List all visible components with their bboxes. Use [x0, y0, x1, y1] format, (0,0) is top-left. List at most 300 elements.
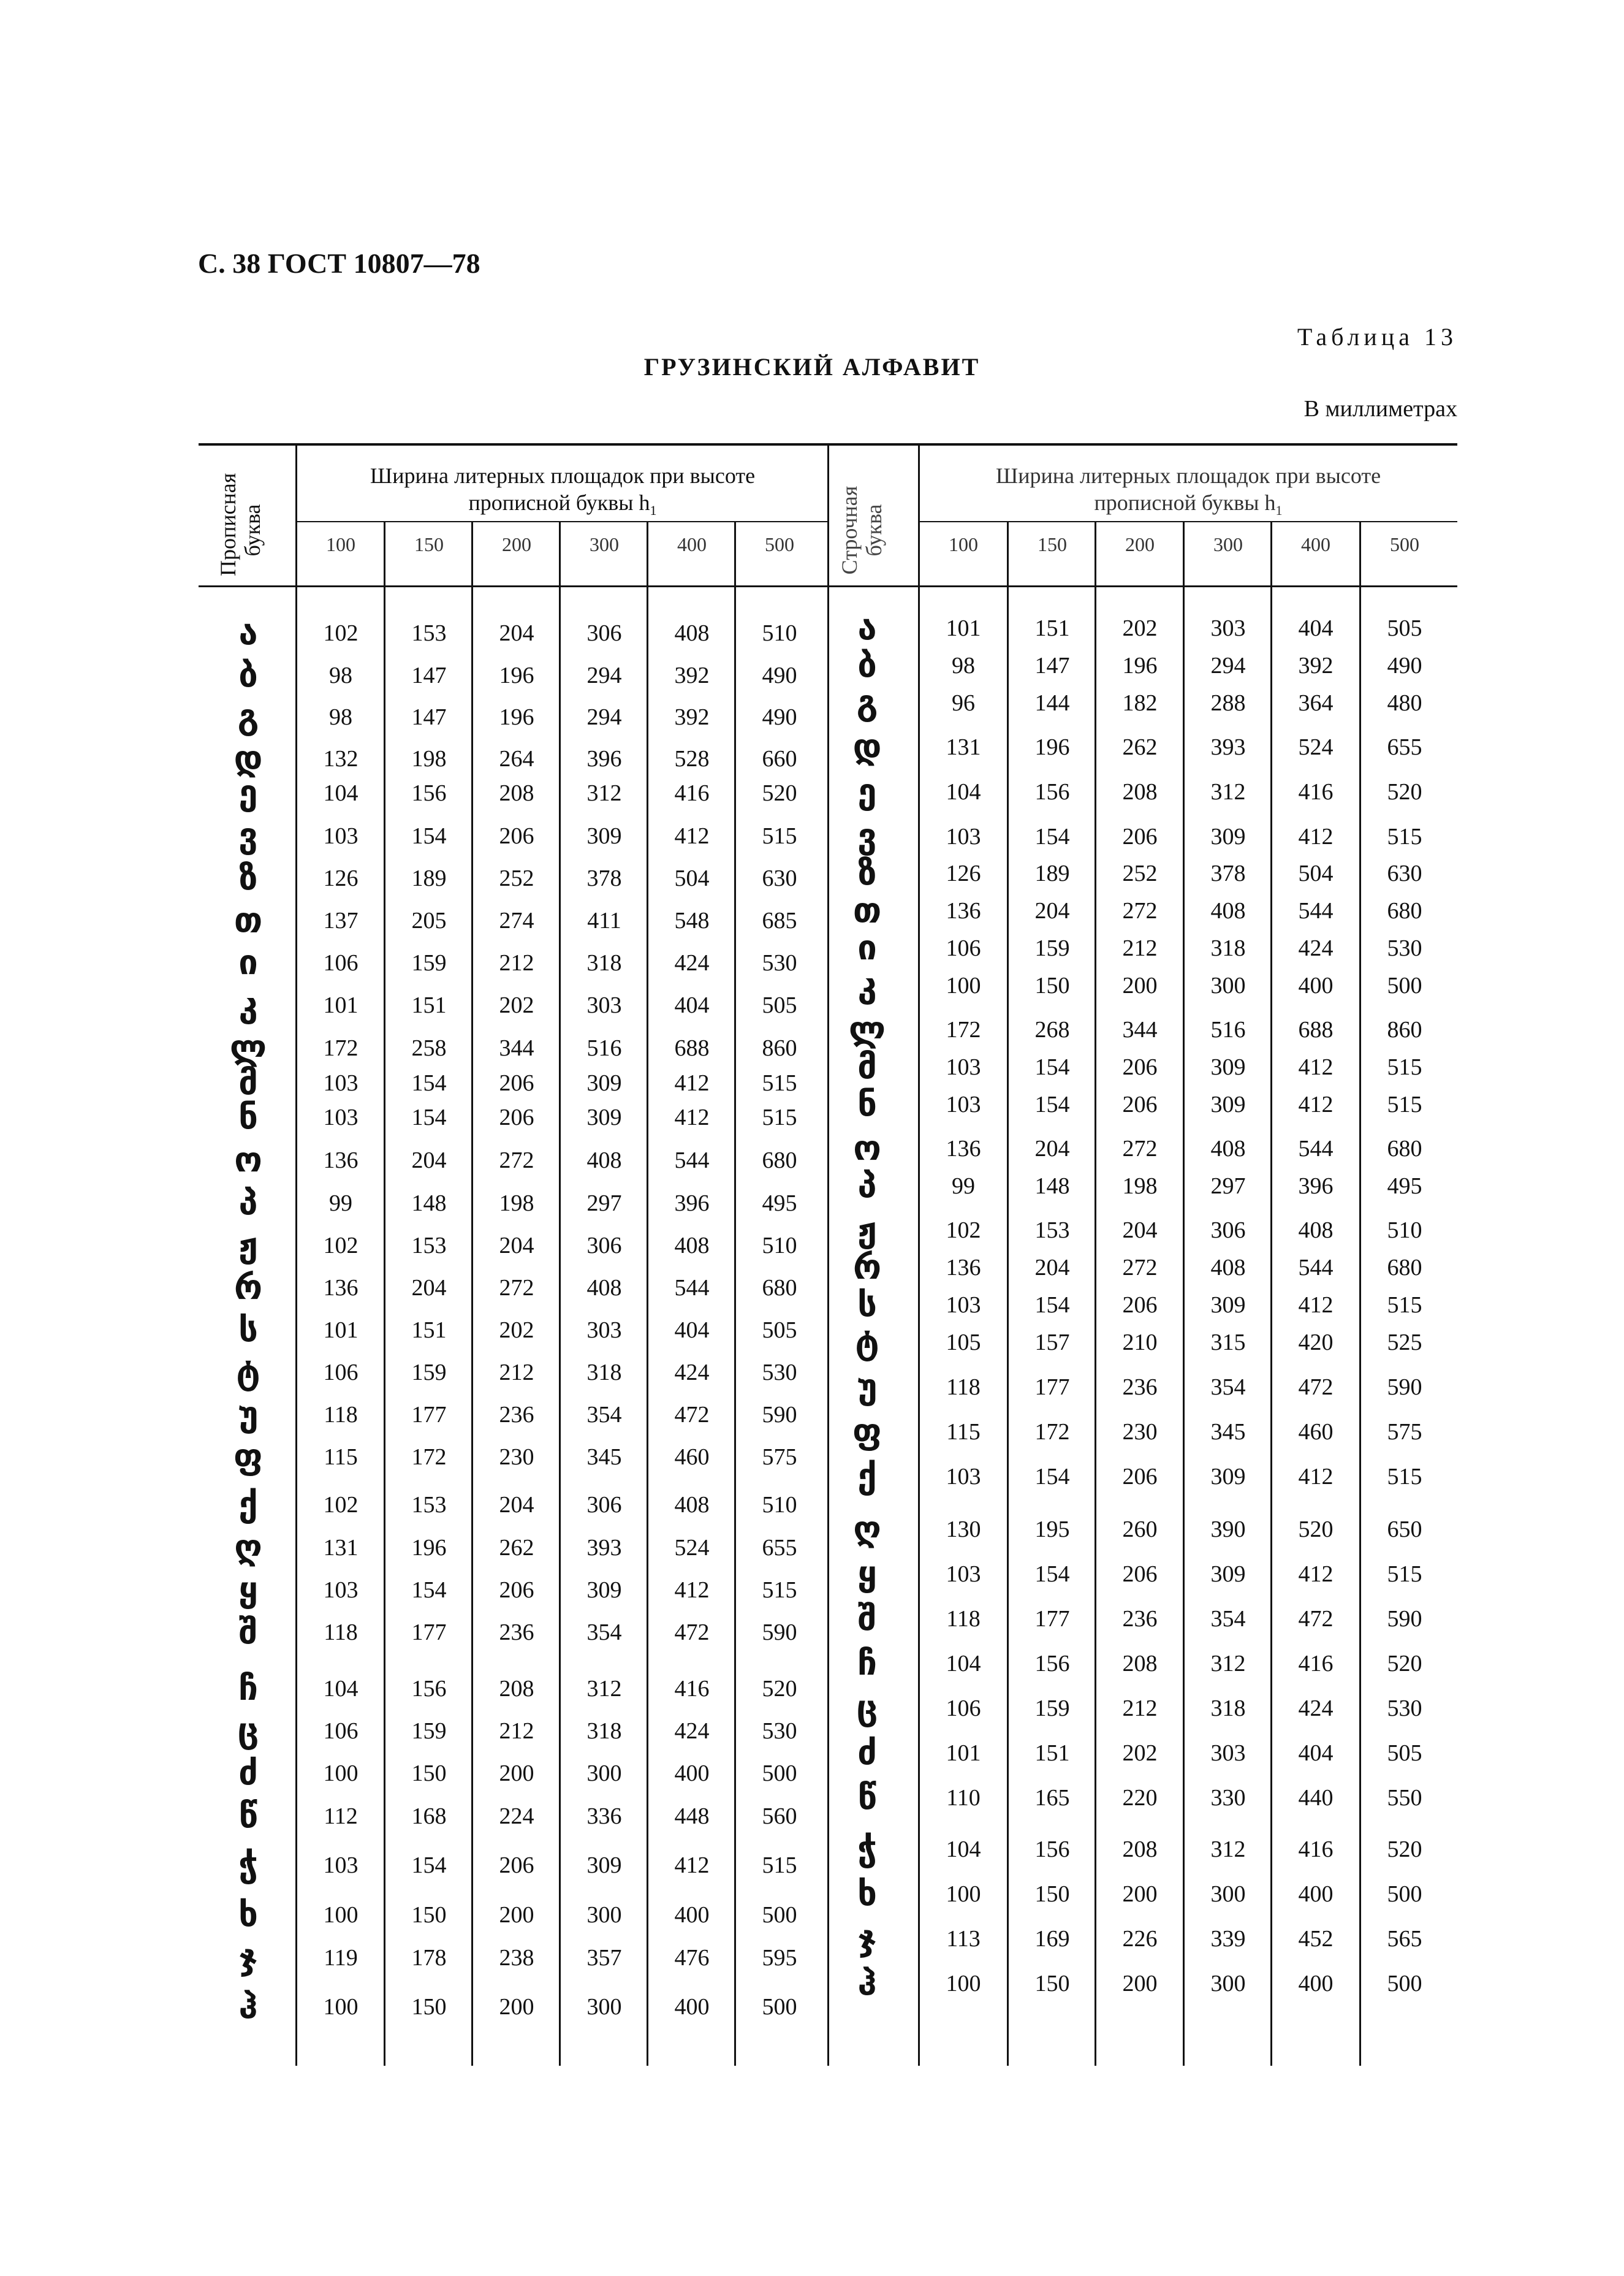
lowercase-cell: 105: [946, 1330, 981, 1355]
lowercase-cell: 100: [946, 1881, 981, 1907]
lowercase-cell: 530: [1387, 1696, 1422, 1721]
lowercase-cell: 378: [1210, 861, 1246, 886]
lowercase-letter: ნ: [857, 1084, 877, 1124]
uppercase-letter: ვ: [238, 816, 258, 856]
uppercase-cell: 560: [762, 1803, 797, 1829]
uppercase-cell: 548: [674, 908, 710, 934]
lowercase-cell: 154: [1034, 1464, 1070, 1490]
uppercase-cell: 660: [762, 746, 797, 772]
lowercase-cell: 520: [1298, 1517, 1334, 1542]
uppercase-cell: 408: [674, 1492, 710, 1518]
uppercase-cell: 106: [323, 1718, 359, 1744]
uppercase-cell: 262: [499, 1535, 534, 1561]
uppercase-cell: 595: [762, 1945, 797, 1971]
uppercase-cell: 154: [411, 1105, 447, 1130]
lowercase-cell: 525: [1387, 1330, 1422, 1355]
lowercase-letter: ს: [857, 1285, 877, 1325]
uppercase-cell: 156: [411, 1676, 447, 1702]
lowercase-cell: 288: [1210, 690, 1246, 716]
units-label: В миллиметрах: [1303, 396, 1457, 422]
uppercase-cell: 860: [762, 1035, 797, 1061]
lowercase-letter: ჰ: [857, 1963, 877, 2003]
lowercase-cell: 309: [1210, 1561, 1246, 1587]
lowercase-letter: ა: [857, 608, 877, 648]
lowercase-cell: 156: [1034, 1836, 1070, 1862]
lowercase-cell: 412: [1298, 1464, 1334, 1490]
uppercase-cell: 524: [674, 1535, 710, 1561]
lowercase-letter: ვ: [857, 816, 877, 856]
uppercase-cell: 393: [586, 1535, 622, 1561]
uppercase-cell: 208: [499, 780, 534, 806]
uppercase-cell: 238: [499, 1945, 534, 1971]
uppercase-cell: 515: [762, 1105, 797, 1130]
uppercase-cell: 412: [674, 1852, 710, 1878]
lowercase-letter: ო: [853, 1128, 881, 1168]
uppercase-cell: 148: [411, 1190, 447, 1216]
lowercase-cell: 172: [946, 1017, 981, 1043]
uppercase-cell: 472: [674, 1619, 710, 1645]
uppercase-cell: 131: [323, 1535, 359, 1561]
lowercase-cell: 260: [1122, 1517, 1158, 1542]
uppercase-cell: 202: [499, 992, 534, 1018]
lowercase-cell: 500: [1387, 1971, 1422, 1996]
lowercase-cell: 131: [946, 734, 981, 760]
lowercase-cell: 400: [1298, 1971, 1334, 1996]
uppercase-cell: 102: [323, 1233, 359, 1258]
lowercase-cell: 408: [1298, 1217, 1334, 1243]
uppercase-cell: 312: [586, 780, 622, 806]
uppercase-letter: ხ: [238, 1895, 258, 1935]
uppercase-cell: 530: [762, 1360, 797, 1385]
uppercase-cell: 137: [323, 908, 359, 934]
lowercase-cell: 196: [1034, 734, 1070, 760]
lowercase-cell: 515: [1387, 1292, 1422, 1318]
lowercase-cell: 490: [1387, 653, 1422, 679]
lowercase-cell: 126: [946, 861, 981, 886]
lowercase-cell: 236: [1122, 1606, 1158, 1632]
lowercase-cell: 115: [946, 1419, 981, 1445]
lowercase-cell: 202: [1122, 1740, 1158, 1766]
lowercase-cell: 309: [1210, 1292, 1246, 1318]
uppercase-cell: 204: [499, 620, 534, 646]
lowercase-cell: 344: [1122, 1017, 1158, 1043]
lowercase-cell: 208: [1122, 779, 1158, 805]
lowercase-cell: 504: [1298, 861, 1334, 886]
lowercase-cell: 103: [946, 1292, 981, 1318]
lowercase-cell: 144: [1034, 690, 1070, 716]
uppercase-cell: 104: [323, 1676, 359, 1702]
lowercase-cell: 400: [1298, 973, 1334, 999]
uppercase-cell: 252: [499, 866, 534, 891]
lowercase-letter: ჭ: [857, 1829, 877, 1869]
uppercase-height-200: 200: [502, 533, 531, 555]
lowercase-cell: 655: [1387, 734, 1422, 760]
lowercase-letter: პ: [857, 1166, 877, 1206]
lowercase-cell: 480: [1387, 690, 1422, 716]
lowercase-cell: 300: [1210, 1971, 1246, 1996]
lowercase-cell: 154: [1034, 1561, 1070, 1587]
uppercase-letter: ჩ: [238, 1669, 258, 1708]
uppercase-cell: 196: [499, 704, 534, 730]
uppercase-letter: ჰ: [238, 1987, 258, 2027]
uppercase-cell: 172: [323, 1035, 359, 1061]
lowercase-cell: 103: [946, 1464, 981, 1490]
lowercase-cell: 106: [946, 1696, 981, 1721]
lowercase-letter: ჟ: [857, 1210, 877, 1250]
uppercase-letter: ც: [237, 1711, 259, 1751]
lowercase-cell: 206: [1122, 824, 1158, 850]
lowercase-cell: 99: [952, 1173, 975, 1199]
uppercase-cell: 300: [586, 1902, 622, 1928]
lowercase-cell: 312: [1210, 1836, 1246, 1862]
uppercase-cell: 309: [586, 1105, 622, 1130]
lowercase-cell: 151: [1034, 615, 1070, 641]
lowercase-cell: 102: [946, 1217, 981, 1243]
lowercase-cell: 404: [1298, 1740, 1334, 1766]
uppercase-cell: 154: [411, 1852, 447, 1878]
lowercase-cell: 412: [1298, 1292, 1334, 1318]
lowercase-cell: 412: [1298, 1561, 1334, 1587]
uppercase-cell: 118: [324, 1619, 358, 1645]
lowercase-letter: ქ: [857, 1456, 877, 1496]
uppercase-cell: 400: [674, 1760, 710, 1786]
lowercase-letter: ჩ: [857, 1643, 877, 1683]
uppercase-letter: დ: [233, 739, 263, 778]
lowercase-cell: 416: [1298, 1651, 1334, 1677]
uppercase-cell: 159: [411, 1360, 447, 1385]
uppercase-cell: 510: [762, 1233, 797, 1258]
lowercase-cell: 318: [1210, 1696, 1246, 1721]
uppercase-cell: 154: [411, 823, 447, 849]
lowercase-cell: 303: [1210, 615, 1246, 641]
lowercase-cell: 208: [1122, 1651, 1158, 1677]
lowercase-cell: 204: [1034, 898, 1070, 924]
uppercase-letter: შ: [238, 1612, 258, 1652]
lowercase-cell: 206: [1122, 1092, 1158, 1117]
uppercase-cell: 204: [411, 1275, 447, 1301]
uppercase-cell: 630: [762, 866, 797, 891]
lowercase-cell: 130: [946, 1517, 981, 1542]
lowercase-height-200: 200: [1125, 533, 1155, 555]
lowercase-letter: უ: [857, 1367, 878, 1407]
lowercase-cell: 272: [1122, 1255, 1158, 1281]
lowercase-cell: 153: [1034, 1217, 1070, 1243]
uppercase-cell: 500: [762, 1902, 797, 1928]
uppercase-cell: 264: [499, 746, 534, 772]
uppercase-cell: 544: [674, 1148, 710, 1173]
uppercase-letter: ყ: [238, 1570, 258, 1610]
lowercase-cell: 505: [1387, 615, 1422, 641]
uppercase-cell: 448: [674, 1803, 710, 1829]
uppercase-cell: 112: [324, 1803, 358, 1829]
uppercase-cell: 476: [674, 1945, 710, 1971]
uppercase-cell: 147: [411, 704, 447, 730]
uppercase-cell: 102: [323, 620, 359, 646]
uppercase-cell: 490: [762, 704, 797, 730]
uppercase-cell: 177: [411, 1402, 447, 1428]
lowercase-cell: 408: [1210, 898, 1246, 924]
lowercase-column-header: [837, 484, 892, 576]
lowercase-cell: 206: [1122, 1054, 1158, 1080]
lowercase-cell: 103: [946, 1092, 981, 1117]
uppercase-letter: გ: [237, 697, 259, 737]
uppercase-cell: 178: [411, 1945, 447, 1971]
uppercase-cell: 99: [329, 1190, 352, 1216]
lowercase-cell: 520: [1387, 1836, 1422, 1862]
lowercase-cell: 252: [1122, 861, 1158, 886]
uppercase-letter: ღ: [234, 1528, 262, 1567]
uppercase-cell: 208: [499, 1676, 534, 1702]
lowercase-group-header: [919, 462, 1457, 524]
lowercase-cell: 590: [1387, 1374, 1422, 1400]
uppercase-cell: 472: [674, 1402, 710, 1428]
uppercase-cell: 230: [499, 1444, 534, 1470]
uppercase-cell: 416: [674, 1676, 710, 1702]
lowercase-cell: 408: [1210, 1255, 1246, 1281]
uppercase-cell: 100: [323, 1994, 359, 2020]
lowercase-letter: გ: [856, 683, 878, 723]
uppercase-cell: 590: [762, 1619, 797, 1645]
lowercase-cell: 165: [1034, 1785, 1070, 1811]
lowercase-cell: 416: [1298, 1836, 1334, 1862]
lowercase-group-header-subscript: 1: [1275, 503, 1283, 519]
uppercase-cell: 510: [762, 620, 797, 646]
uppercase-letter: წ: [238, 1796, 258, 1836]
lowercase-cell: 204: [1034, 1255, 1070, 1281]
lowercase-cell: 520: [1387, 1651, 1422, 1677]
uppercase-letter: ძ: [238, 1753, 258, 1793]
lowercase-cell: 177: [1034, 1374, 1070, 1400]
uppercase-cell: 412: [674, 1577, 710, 1603]
uppercase-cell: 303: [586, 992, 622, 1018]
lowercase-cell: 306: [1210, 1217, 1246, 1243]
lowercase-cell: 312: [1210, 1651, 1246, 1677]
lowercase-height-400: 400: [1301, 533, 1330, 555]
uppercase-letter: ფ: [233, 1437, 263, 1477]
lowercase-subheader-rule: [919, 521, 1457, 522]
uppercase-cell: 100: [323, 1902, 359, 1928]
uppercase-cell: 150: [411, 1994, 447, 2020]
uppercase-letter: ჯ: [238, 1938, 258, 1977]
uppercase-cell: 206: [499, 823, 534, 849]
uppercase-cell: 396: [586, 746, 622, 772]
lowercase-cell: 424: [1298, 935, 1334, 961]
lowercase-letter: ე: [857, 772, 877, 812]
lowercase-cell: 530: [1387, 935, 1422, 961]
uppercase-cell: 309: [586, 1577, 622, 1603]
uppercase-cell: 103: [323, 1105, 359, 1130]
uppercase-cell: 392: [674, 663, 710, 688]
lowercase-cell: 393: [1210, 734, 1246, 760]
uppercase-cell: 98: [329, 663, 352, 688]
uppercase-cell: 318: [586, 1360, 622, 1385]
lowercase-cell: 544: [1298, 1255, 1334, 1281]
uppercase-cell: 500: [762, 1760, 797, 1786]
uppercase-cell: 119: [324, 1945, 358, 1971]
lowercase-cell: 345: [1210, 1419, 1246, 1445]
uppercase-cell: 154: [411, 1577, 447, 1603]
lowercase-cell: 236: [1122, 1374, 1158, 1400]
lowercase-cell: 150: [1034, 1971, 1070, 1996]
uppercase-height-300: 300: [590, 533, 619, 555]
uppercase-height-100: 100: [326, 533, 355, 555]
lowercase-cell: 136: [946, 898, 981, 924]
lowercase-cell: 309: [1210, 824, 1246, 850]
lowercase-cell: 318: [1210, 935, 1246, 961]
lowercase-cell: 420: [1298, 1330, 1334, 1355]
uppercase-cell: 306: [586, 1492, 622, 1518]
uppercase-cell: 154: [411, 1070, 447, 1096]
lowercase-cell: 103: [946, 824, 981, 850]
lowercase-cell: 688: [1298, 1017, 1334, 1043]
uppercase-cell: 590: [762, 1402, 797, 1428]
lowercase-letter: ძ: [857, 1733, 877, 1773]
lowercase-letter: ზ: [857, 853, 877, 893]
lowercase-letter: ფ: [852, 1412, 882, 1452]
uppercase-cell: 204: [411, 1148, 447, 1173]
uppercase-cell: 490: [762, 663, 797, 688]
uppercase-cell: 516: [586, 1035, 622, 1061]
uppercase-letter: ნ: [238, 1097, 258, 1137]
lowercase-cell: 230: [1122, 1419, 1158, 1445]
lowercase-cell: 860: [1387, 1017, 1422, 1043]
lowercase-letter: მ: [857, 1047, 877, 1087]
uppercase-cell: 206: [499, 1577, 534, 1603]
uppercase-subheader-rule: [297, 521, 829, 522]
uppercase-letter: ტ: [236, 1352, 260, 1392]
uppercase-cell: 412: [674, 1105, 710, 1130]
uppercase-cell: 101: [323, 992, 359, 1018]
lowercase-height-150: 150: [1038, 533, 1067, 555]
lowercase-cell: 460: [1298, 1419, 1334, 1445]
uppercase-cell: 206: [499, 1105, 534, 1130]
uppercase-cell: 303: [586, 1317, 622, 1343]
uppercase-cell: 258: [411, 1035, 447, 1061]
lowercase-letter: ყ: [857, 1554, 877, 1594]
uppercase-letter: მ: [238, 1063, 258, 1103]
uppercase-cell: 103: [323, 1577, 359, 1603]
uppercase-cell: 204: [499, 1492, 534, 1518]
page-header: С. 38 ГОСТ 10807—78: [198, 248, 480, 279]
uppercase-cell: 236: [499, 1402, 534, 1428]
uppercase-cell: 206: [499, 1070, 534, 1096]
lowercase-cell: 195: [1034, 1517, 1070, 1542]
uppercase-cell: 336: [586, 1803, 622, 1829]
lowercase-letter: ხ: [857, 1874, 877, 1914]
lowercase-cell: 515: [1387, 824, 1422, 850]
lowercase-cell: 500: [1387, 1881, 1422, 1907]
uppercase-cell: 396: [674, 1190, 710, 1216]
lowercase-cell: 524: [1298, 734, 1334, 760]
uppercase-cell: 196: [499, 663, 534, 688]
lowercase-cell: 159: [1034, 1696, 1070, 1721]
lowercase-cell: 169: [1034, 1926, 1070, 1952]
lowercase-cell: 104: [946, 1836, 981, 1862]
table-title: ГРУЗИНСКИЙ АЛФАВИТ: [643, 353, 981, 381]
uppercase-cell: 106: [323, 1360, 359, 1385]
uppercase-cell: 515: [762, 1852, 797, 1878]
uppercase-cell: 378: [586, 866, 622, 891]
uppercase-letter: ა: [238, 613, 258, 653]
uppercase-cell: 150: [411, 1760, 447, 1786]
lowercase-cell: 104: [946, 1651, 981, 1677]
lowercase-cell: 312: [1210, 779, 1246, 805]
uppercase-letter: ზ: [238, 858, 258, 898]
lowercase-letter: ბ: [857, 645, 877, 685]
lowercase-height-100: 100: [949, 533, 978, 555]
lowercase-cell: 103: [946, 1561, 981, 1587]
uppercase-cell: 103: [323, 1852, 359, 1878]
lowercase-cell: 202: [1122, 615, 1158, 641]
lowercase-letter: ც: [856, 1688, 878, 1728]
uppercase-cell: 354: [586, 1619, 622, 1645]
lowercase-cell: 495: [1387, 1173, 1422, 1199]
lowercase-cell: 412: [1298, 824, 1334, 850]
uppercase-group-header-subscript: 1: [650, 503, 657, 519]
lowercase-cell: 680: [1387, 1255, 1422, 1281]
lowercase-cell: 206: [1122, 1292, 1158, 1318]
uppercase-letter: რ: [233, 1268, 263, 1307]
lowercase-cell: 212: [1122, 935, 1158, 961]
uppercase-cell: 236: [499, 1619, 534, 1645]
uppercase-cell: 309: [586, 1852, 622, 1878]
lowercase-cell: 147: [1034, 653, 1070, 679]
lowercase-cell: 272: [1122, 898, 1158, 924]
uppercase-letter: ქ: [238, 1485, 258, 1524]
uppercase-cell: 344: [499, 1035, 534, 1061]
lowercase-cell: 400: [1298, 1881, 1334, 1907]
uppercase-letter: ს: [238, 1310, 258, 1350]
lowercase-cell: 189: [1034, 861, 1070, 886]
lowercase-cell: 206: [1122, 1561, 1158, 1587]
uppercase-cell: 150: [411, 1902, 447, 1928]
uppercase-cell: 159: [411, 1718, 447, 1744]
lowercase-height-300: 300: [1213, 533, 1243, 555]
lowercase-cell: 396: [1298, 1173, 1334, 1199]
lowercase-cell: 113: [946, 1926, 981, 1952]
uppercase-cell: 575: [762, 1444, 797, 1470]
uppercase-group-header: [297, 462, 829, 524]
uppercase-cell: 318: [586, 1718, 622, 1744]
lowercase-letter: შ: [857, 1599, 877, 1638]
uppercase-cell: 495: [762, 1190, 797, 1216]
uppercase-cell: 196: [411, 1535, 447, 1561]
uppercase-cell: 189: [411, 866, 447, 891]
lowercase-cell: 154: [1034, 1292, 1070, 1318]
uppercase-cell: 300: [586, 1760, 622, 1786]
uppercase-cell: 655: [762, 1535, 797, 1561]
lowercase-cell: 390: [1210, 1517, 1246, 1542]
uppercase-group-header-line2: [297, 489, 829, 524]
uppercase-cell: 354: [586, 1402, 622, 1428]
lowercase-cell: 104: [946, 779, 981, 805]
uppercase-cell: 272: [499, 1148, 534, 1173]
uppercase-cell: 424: [674, 1360, 710, 1385]
lowercase-cell: 150: [1034, 1881, 1070, 1907]
lowercase-cell: 472: [1298, 1606, 1334, 1632]
lowercase-cell: 268: [1034, 1017, 1070, 1043]
lowercase-cell: 680: [1387, 1136, 1422, 1162]
uppercase-cell: 520: [762, 1676, 797, 1702]
uppercase-cell: 408: [674, 1233, 710, 1258]
uppercase-cell: 156: [411, 780, 447, 806]
lowercase-cell: 200: [1122, 973, 1158, 999]
lowercase-cell: 392: [1298, 653, 1334, 679]
lowercase-cell: 516: [1210, 1017, 1246, 1043]
uppercase-letter: ი: [238, 943, 258, 983]
lowercase-group-header-line1: Ширина литерных площадок при высоте: [995, 463, 1381, 488]
lowercase-cell: 354: [1210, 1374, 1246, 1400]
